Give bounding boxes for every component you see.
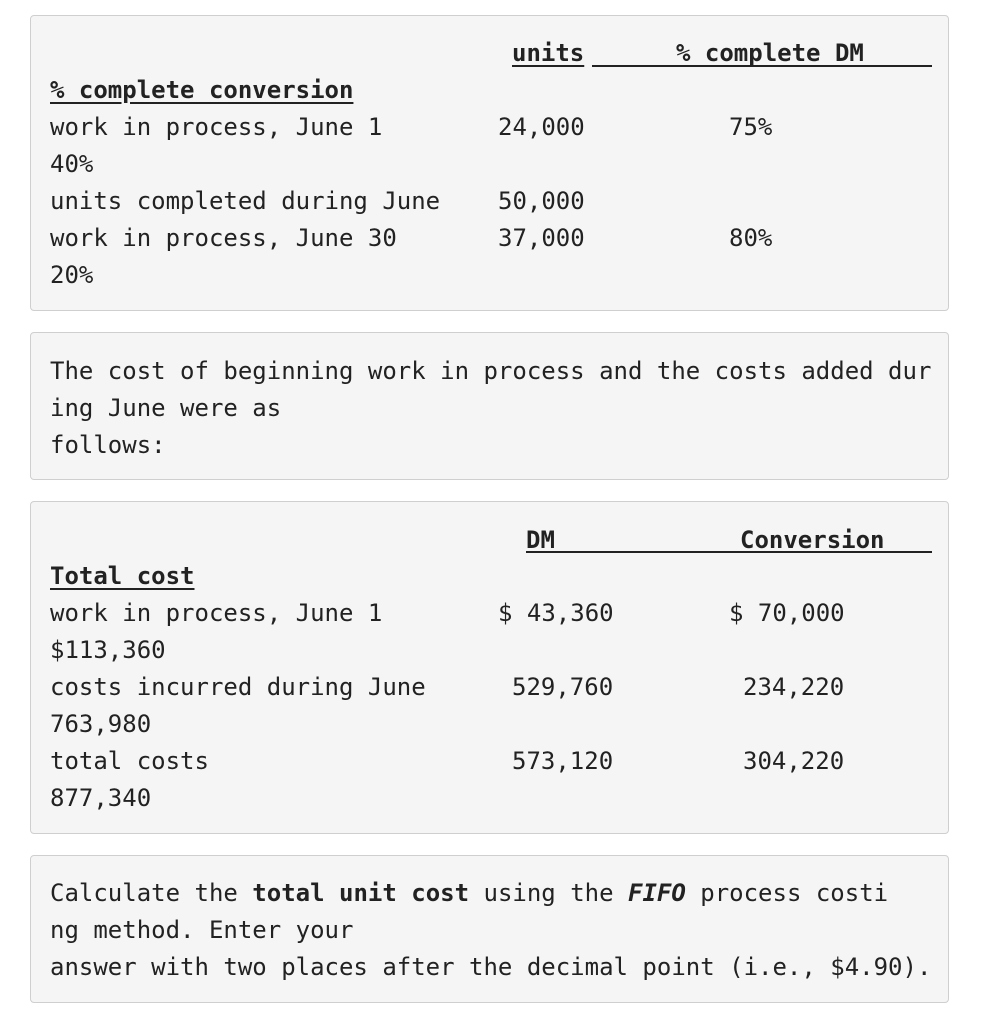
row-label: costs incurred during June	[50, 673, 426, 701]
row-label: work in process, June 30	[50, 224, 397, 252]
dm-percent-value: 80%	[729, 224, 773, 252]
units-value: 24,000	[498, 113, 585, 141]
header-rule	[526, 551, 932, 553]
question-text: process costi	[685, 879, 889, 907]
total-cost-value: $113,360	[50, 636, 166, 664]
question-text: using the	[469, 879, 628, 907]
question-emphasis: total unit cost	[252, 879, 470, 907]
conv-percent-value: 40%	[50, 150, 94, 178]
question-line	[50, 878, 888, 908]
header-rule	[592, 65, 932, 67]
dm-percent-value: 75%	[729, 113, 773, 141]
col-header-units: units	[512, 39, 585, 67]
dm-cost-value: $ 43,360	[498, 599, 614, 627]
col-header-conversion: Conversion	[740, 526, 885, 554]
dm-cost-value: 573,120	[512, 747, 614, 775]
intro-line: ing June were as	[50, 394, 282, 422]
col-header-dm: DM	[526, 526, 555, 554]
total-cost-value: 763,980	[50, 710, 152, 738]
col-header-total-cost: Total cost	[50, 562, 195, 590]
col-header-conversion-complete: % complete conversion	[50, 76, 354, 104]
row-label: total costs	[50, 747, 209, 775]
question-method: FIFO	[628, 879, 686, 907]
row-label: units completed during June	[50, 187, 441, 215]
total-cost-value: 877,340	[50, 784, 152, 812]
conv-cost-value: 234,220	[743, 673, 845, 701]
question-line: ng method. Enter your	[50, 916, 354, 944]
intro-line: The cost of beginning work in process and the costs added dur	[50, 357, 932, 385]
units-value: 37,000	[498, 224, 585, 252]
dm-cost-value: 529,760	[512, 673, 614, 701]
question-line: answer with two places after the decimal point (i.e., $4.90).	[50, 953, 932, 981]
col-header-dm-complete: % complete DM	[676, 39, 864, 67]
row-label: work in process, June 1	[50, 599, 383, 627]
units-value: 50,000	[498, 187, 585, 215]
intro-line: follows:	[50, 431, 166, 459]
row-label: work in process, June 1	[50, 113, 383, 141]
conv-cost-value: 304,220	[743, 747, 845, 775]
conv-cost-value: $ 70,000	[729, 599, 845, 627]
question-text: Calculate the	[50, 879, 253, 907]
conv-percent-value: 20%	[50, 261, 94, 289]
